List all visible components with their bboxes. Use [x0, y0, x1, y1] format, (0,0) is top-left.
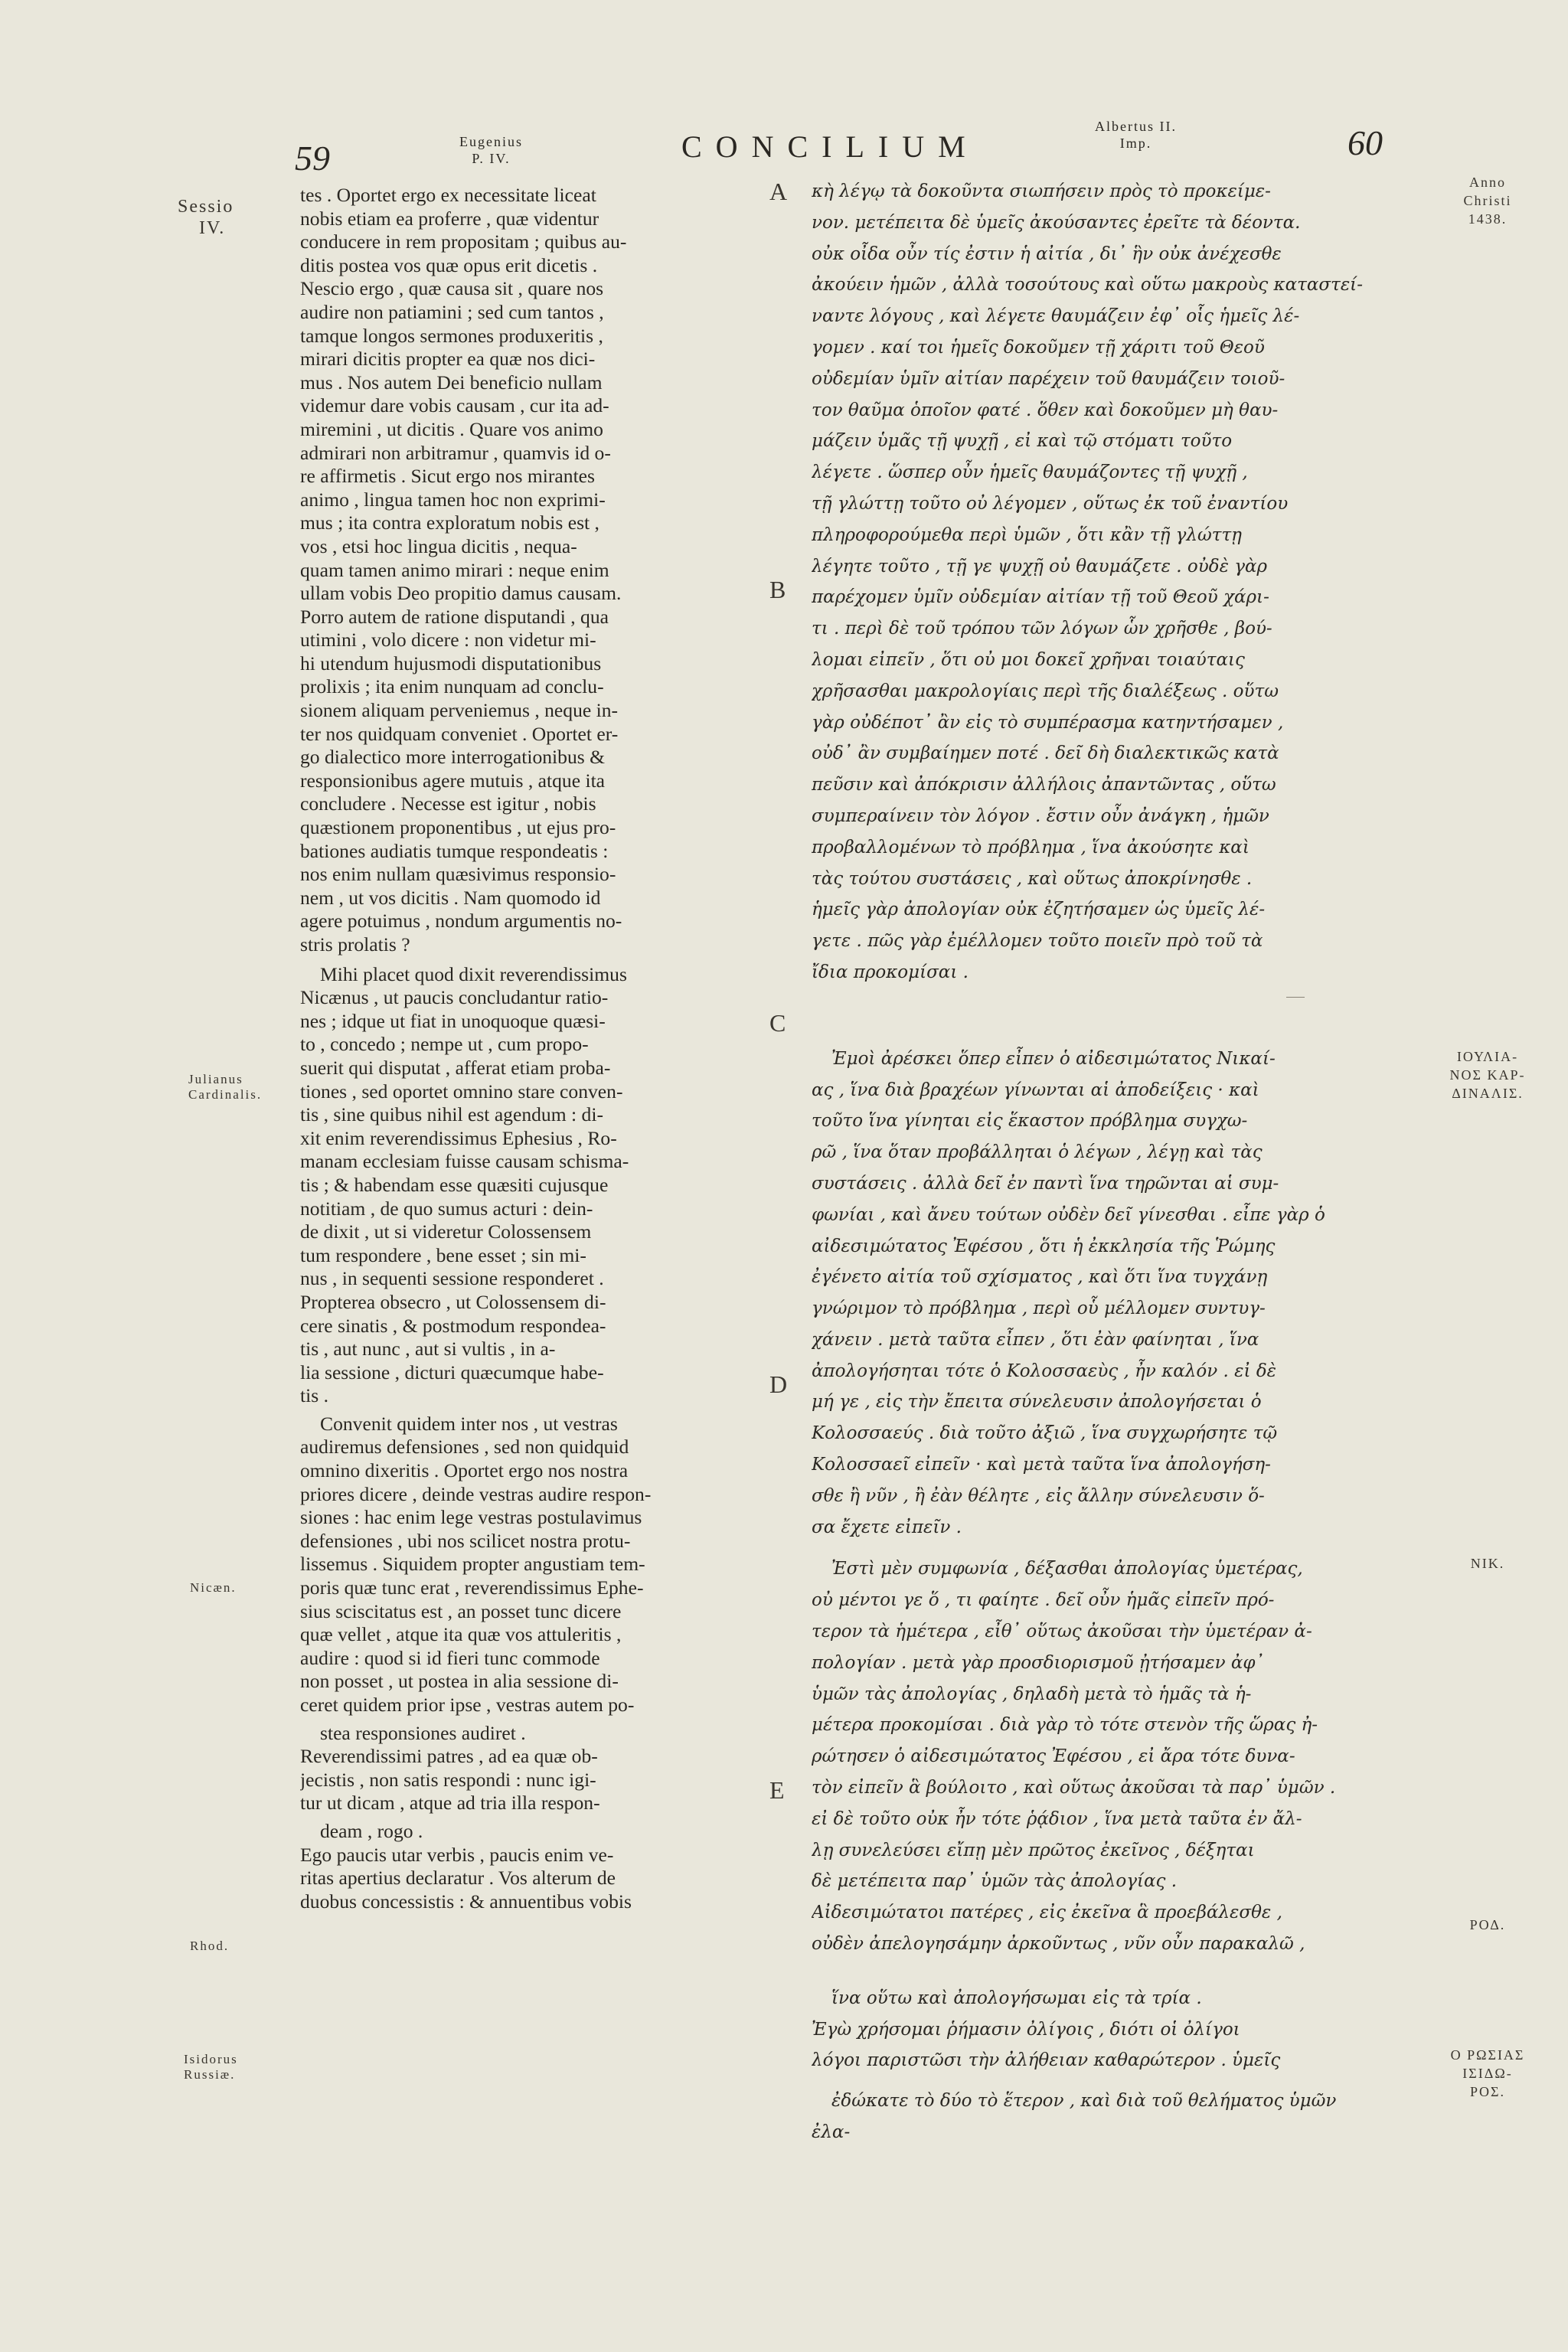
greek-line: τῇ γλώττῃ τοῦτο οὐ λέγομεν , οὕτως ἐκ τοῦ ἐναντίου: [812, 493, 1289, 514]
latin-line: mus ; ita contra exploratum nobis est ,: [300, 511, 599, 534]
greek-line: ἀπολογήσηται τότε ὁ Κολοσσαεὺς , ἦν καλόν . εἰ δὲ: [812, 1361, 1277, 1381]
greek-line: προβαλλομένων τὸ πρόβλημα , ἵνα ἀκούσητε καὶ: [812, 837, 1250, 858]
greek-line: γετε . πῶς γὰρ ἐμέλλομεν τοῦτο ποιεῖν πρὸ τοῦ τὰ: [812, 931, 1263, 952]
greek-line: τερον τὰ ἡμέτερα , εἶθ᾽ οὕτως ἀκοῦσαι τὴν ὑμετέραν ἀ-: [812, 1622, 1312, 1642]
latin-line: vos , etsi hoc lingua dicitis , nequa-: [300, 534, 577, 557]
latin-line: Nicænus , ut paucis concludantur ratio-: [300, 986, 609, 1009]
margin-letter-e: E: [769, 1776, 785, 1804]
greek-line: λέγετε . ὥσπερ οὖν ἡμεῖς θαυμάζοντες τῇ ψυχῇ ,: [812, 462, 1248, 483]
latin-line: duobus concessistis : & annuentibus vobis: [300, 1890, 632, 1913]
greek-line: Ἐγὼ χρήσομαι ῥήμασιν ὀλίγοις , διότι οἱ ὀλίγοι: [812, 2019, 1240, 2040]
greek-line: χάνειν . μετὰ ταῦτα εἶπεν , ὅτι ἐὰν φαίνηται , ἵνα: [812, 1329, 1259, 1350]
speaker-line: ΙΣΙΔΩ-: [1462, 2066, 1513, 2081]
latin-line: cere sinatis , & postmodum respondea-: [300, 1314, 606, 1337]
greek-line: σθε ἢ νῦν , ἢ ἐὰν θέλητε , εἰς ἄλλην σύνελευσιν ὅ-: [812, 1485, 1265, 1506]
greek-line: ας , ἵνα διὰ βραχέων γίνωνται αἱ ἀποδείξεις · καὶ: [812, 1080, 1259, 1100]
greek-line: ἐδώκατε τὸ δύο τὸ ἕτερον , καὶ διὰ τοῦ θελήματος ὑμῶν: [831, 2091, 1337, 2112]
greek-line: ἡμεῖς γὰρ ἀπολογίαν οὐκ ἐζητήσαμεν ὡς ὑμεῖς λέ-: [812, 900, 1266, 920]
latin-line: de dixit , ut si videretur Colossensem: [300, 1220, 592, 1243]
latin-line: responsionibus agere mutuis , atque ita: [300, 769, 606, 792]
latin-line: ullam vobis Deo propitio damus causam.: [300, 582, 622, 605]
greek-line: δὲ μετέπειτα παρ᾽ ὑμῶν τὰς ἀπολογίας .: [812, 1871, 1178, 1892]
latin-line: deam , rogo .: [320, 1819, 423, 1842]
greek-line: γνώριμον τὸ πρόβλημα , περὶ οὗ μέλλομεν συντυγ-: [812, 1298, 1266, 1319]
latin-line: Propterea obsecro , ut Colossensem di-: [300, 1290, 606, 1313]
sessio-number: IV.: [199, 218, 226, 238]
speaker-rhodius: Rhod.: [190, 1939, 230, 1953]
page-title: CONCILIUM: [681, 129, 979, 164]
speaker-line: ΔΙΝΑΛΙΣ.: [1452, 1086, 1524, 1101]
latin-line: agere potuimus , nondum argumentis no-: [300, 910, 622, 933]
year-label: [1438, 173, 1537, 228]
latin-line: conducere in rem propositam ; quibus au-: [300, 230, 627, 253]
latin-line: non posset , ut postea in alia sessione di-: [300, 1670, 619, 1693]
speaker-line: ΡΟΣ.: [1470, 2084, 1505, 2099]
speaker-line: ΝΟΣ ΚΑΡ-: [1449, 1067, 1526, 1083]
speaker-julianus: [188, 1072, 262, 1102]
latin-line: sionem aliquam perveniemus , neque in-: [300, 699, 619, 722]
latin-line: stris prolatis ?: [300, 933, 410, 956]
latin-line: quæ vellet , atque ita quæ vos attuleritis ,: [300, 1623, 622, 1646]
latin-line: audire non patiamini ; sed cum tantos ,: [300, 300, 604, 323]
greek-line: Αἰδεσιμώτατοι πατέρες , εἰς ἐκεῖνα ἃ προεβάλεσθε ,: [812, 1903, 1282, 1923]
greek-line: μάζειν ὑμᾶς τῇ ψυχῇ , εἰ καὶ τῷ στόματι τοῦτο: [812, 431, 1233, 452]
latin-line: tis ; & habendam esse quæsiti cujusque: [300, 1173, 609, 1196]
greek-line: κὴ λέγῳ τὰ δοκοῦντα σιωπήσειν πρὸς τὸ προκείμε-: [812, 181, 1271, 201]
latin-line: omnino dixeritis . Oportet ergo nos nostra: [300, 1459, 629, 1482]
latin-line: ceret quidem prior ipse , vestras autem po-: [300, 1694, 635, 1716]
greek-line: ρώτησεν ὁ αἰδεσιμώτατος Ἐφέσου , εἰ ἄρα τότε δυνα-: [812, 1746, 1295, 1767]
latin-line: tis .: [300, 1384, 328, 1407]
latin-line: audire : quod si id fieri tunc commode: [300, 1646, 600, 1669]
greek-line: ναντε λόγους , καὶ λέγετε θαυμάζειν ἐφ᾽ οἷς ἡμεῖς λέ-: [812, 306, 1300, 327]
latin-line: Reverendissimi patres , ad ea quæ ob-: [300, 1745, 598, 1768]
greek-line: οὐ μέντοι γε ὅ , τι φαίητε . δεῖ οὖν ἡμᾶς εἰπεῖν πρό-: [812, 1590, 1275, 1611]
latin-line: nes ; idque ut fiat in unoquoque quæsi-: [300, 1009, 606, 1032]
greek-line: οὐκ οἶδα οὖν τίς ἐστιν ἡ αἰτία , δι᾽ ἣν οὐκ ἀνέχεσθε: [812, 243, 1282, 264]
running-head-line: Eugenius: [459, 134, 523, 149]
latin-line: mus . Nos autem Dei beneficio nullam: [300, 371, 603, 394]
greek-line: παρέχομεν ὑμῖν οὐδεμίαν αἰτίαν τῇ τοῦ Θεοῦ χάρι-: [812, 587, 1269, 608]
running-head-line: Imp.: [1119, 136, 1152, 151]
greek-line: λομαι εἰπεῖν , ὅτι οὐ μοι δοκεῖ χρῆναι τοιαύταις: [812, 649, 1245, 670]
sessio-label: [178, 196, 234, 239]
greek-line: χρῆσασθαι μακρολογίαις περὶ τῆς διαλέξεως . οὕτω: [812, 681, 1279, 701]
latin-line: notitiam , de quo sumus acturi : dein-: [300, 1197, 593, 1220]
latin-line: hi utendum hujusmodi disputationibus: [300, 652, 602, 675]
year-word: Anno: [1469, 175, 1506, 190]
latin-line: Ego paucis utar verbis , paucis enim ve-: [300, 1843, 614, 1866]
greek-line: συστάσεις . ἀλλὰ δεῖ ἐν παντὶ ἵνα τηρῶνται αἱ συμ-: [812, 1173, 1279, 1194]
latin-line: nobis etiam ea proferre , quæ videntur: [300, 207, 599, 230]
latin-line: re affirmetis . Sicut ergo nos mirantes: [300, 465, 596, 488]
latin-line: ritas apertius declaratur . Vos alterum de: [300, 1867, 616, 1890]
greek-line: συμπεραίνειν τὸν λόγον . ἔστιν οὖν ἀνάγκη , ἡμῶν: [812, 805, 1269, 826]
left-page-number: 59: [295, 139, 330, 178]
greek-line: οὐδ᾽ ἂν συμβαίημεν ποτέ . δεῖ δὴ διαλεκτικῶς κατὰ: [812, 743, 1279, 764]
latin-line: nem , ut vos dicitis . Nam quomodo id: [300, 886, 601, 909]
latin-line: concludere . Necesse est igitur , nobis: [300, 792, 596, 815]
greek-line: ἵνα οὕτω καὶ ἀπολογήσωμαι εἰς τὰ τρία .: [831, 1988, 1202, 2008]
latin-line: miremini , ut dicitis . Quare vos animo: [300, 417, 603, 440]
greek-line: τον θαῦμα ὁποῖον φατέ . ὅθεν καὶ δοκοῦμεν μὴ θαυ-: [812, 400, 1279, 420]
latin-line: animo , lingua tamen hoc non exprimi-: [300, 488, 606, 511]
latin-line: Porro autem de ratione disputandi , qua: [300, 605, 609, 628]
left-running-head: [459, 133, 523, 167]
latin-line: Convenit quidem inter nos , ut vestras: [320, 1412, 618, 1435]
latin-line: tiones , sed oportet omnino stare conven-: [300, 1080, 623, 1102]
greek-line: πολογίαν . μετὰ γὰρ προσδιορισμοῦ ᾐτήσαμεν ἀφ᾽: [812, 1652, 1265, 1673]
right-page-number: 60: [1348, 123, 1383, 162]
latin-line: priores dicere , deinde vestras audire respon-: [300, 1482, 652, 1505]
margin-letter-b: B: [769, 576, 786, 603]
separator-rule: [1286, 997, 1305, 998]
greek-line: μέτερα προκομίσαι . διὰ γὰρ τὸ τότε στενὸν τῆς ὥρας ἠ-: [812, 1715, 1318, 1736]
greek-line: τὸν εἰπεῖν ἃ βούλοιτο , καὶ οὕτως ἀκοῦσαι τὰ παρ᾽ ὑμῶν .: [812, 1778, 1336, 1798]
margin-letter-c: C: [769, 1009, 786, 1037]
latin-line: quæstionem proponentibus , ut ejus pro-: [300, 816, 616, 839]
greek-line: νον. μετέπειτα δὲ ὑμεῖς ἀκούσαντες ἐρεῖτε τὰ δέοντα.: [812, 212, 1301, 233]
year-number: 1438.: [1468, 211, 1508, 227]
running-head-line: P. IV.: [472, 151, 511, 166]
latin-line: tur ut dicam , atque ad tria illa respon-: [300, 1792, 600, 1815]
latin-line: to , concedo ; nempe ut , cum propo-: [300, 1033, 589, 1056]
greek-line: τὰς τούτου συστάσεις , καὶ οὕτως ἀποκρίνησθε .: [812, 868, 1253, 889]
latin-line: suerit qui disputat , afferat etiam proba-: [300, 1056, 611, 1079]
speaker-ioulianos: [1438, 1047, 1537, 1102]
latin-line: go dialectico more interrogationibus &: [300, 746, 606, 769]
greek-line: Κολοσσαεῖ εἰπεῖν · καὶ μετὰ ταῦτα ἵνα ἀπολογήση-: [812, 1455, 1271, 1475]
margin-letter-a: A: [769, 178, 788, 205]
latin-line: bationes audiatis tumque respondeatis :: [300, 839, 609, 862]
greek-line: πεῦσιν καὶ ἀπόκρισιν ἀλλήλοις ἀπαντῶντας , οὕτω: [812, 775, 1276, 795]
greek-line: ἀκούειν ἡμῶν , ἀλλὰ τοσούτους καὶ οὕτω μακροὺς καταστεί-: [812, 275, 1363, 296]
greek-line: πληροφορούμεθα περὶ ὑμῶν , ὅτι κἂν τῇ γλώττῃ: [812, 524, 1242, 545]
greek-line: σα ἔχετε εἰπεῖν .: [812, 1517, 962, 1537]
greek-line: ρῶ , ἵνα ὅταν προβάλληται ὁ λέγων , λέγῃ καὶ τὰς: [812, 1142, 1263, 1163]
greek-line: ὑμῶν τὰς ἀπολογίας , δηλαδὴ μετὰ τὸ ἡμᾶς τὰ ἡ-: [812, 1684, 1252, 1704]
latin-line: jecistis , non satis respondi : nunc igi-: [300, 1768, 596, 1791]
greek-line: λῃ συνελεύσει εἴπῃ μὲν πρῶτος ἐκεῖνος , δέξηται: [812, 1840, 1255, 1860]
latin-line: defensiones , ubi nos scilicet nostra protu-: [300, 1529, 631, 1552]
speaker-line: ΙΟΥΛΙΑ-: [1456, 1049, 1519, 1064]
latin-line: xit enim reverendissimus Ephesius , Ro-: [300, 1126, 617, 1149]
latin-line: poris quæ tunc erat , reverendissimus Ephe-: [300, 1576, 644, 1599]
greek-line: Ἐστὶ μὲν συμφωνία , δέξασθαι ἀπολογίας ὑμετέρας,: [831, 1559, 1303, 1579]
latin-line: nos enim nullam quæsivimus responsio-: [300, 863, 616, 886]
greek-line: Ἐμοὶ ἀρέσκει ὅπερ εἶπεν ὁ αἰδεσιμώτατος Νικαί-: [831, 1048, 1276, 1069]
speaker-title: Russiæ.: [184, 2067, 236, 2082]
latin-line: tis , aut nunc , aut si vultis , in a-: [300, 1338, 556, 1361]
greek-line: λέγητε τοῦτο , τῇ γε ψυχῇ οὐ θαυμάζετε . οὐδὲ γὰρ: [812, 556, 1268, 577]
latin-line: sius sciscitatus est , an posset tunc dicere: [300, 1599, 622, 1622]
year-word: Christi: [1463, 193, 1512, 208]
latin-line: prolixis ; ita enim nunquam ad conclu-: [300, 675, 604, 698]
greek-line: εἰ δὲ τοῦτο οὐκ ἦν τότε ῥᾴδιον , ἵνα μετὰ ταῦτα ἐν ἄλ-: [812, 1808, 1302, 1829]
running-head-line: Albertus II.: [1095, 119, 1177, 134]
speaker-nik: ΝΙΚ.: [1470, 1556, 1505, 1571]
latin-line: admirari non arbitramur , quamvis id o-: [300, 441, 611, 464]
greek-line: φωνίαι , καὶ ἄνευ τούτων οὐδὲν δεῖ γίνεσθαι . εἶπε γὰρ ὁ: [812, 1204, 1325, 1225]
greek-line: Κολοσσαεύς . διὰ τοῦτο ἀξιῶ , ἵνα συγχωρήσητε τῷ: [812, 1423, 1278, 1444]
latin-line: ter nos quidquam conveniet . Oportet er-: [300, 722, 619, 745]
greek-line: μή γε , εἰς τὴν ἔπειτα σύνελευσιν ἀπολογήσεται ὁ: [812, 1392, 1262, 1413]
speaker-name: Julianus: [188, 1072, 243, 1086]
speaker-line: Ο ΡΩΣΙΑΣ: [1450, 2047, 1525, 2063]
greek-line: ἐγένετο αἰτία τοῦ σχίσματος , καὶ ὅτι ἵνα τυγχάνῃ: [812, 1267, 1268, 1288]
greek-line: λόγοι παριστῶσι τὴν ἀλήθειαν καθαρώτερον . ὑμεῖς: [812, 2050, 1281, 2071]
latin-column: [300, 184, 760, 1913]
latin-line: Nescio ergo , quæ causa sit , quare nos: [300, 277, 604, 300]
latin-line: quam tamen animo mirari : neque enim: [300, 558, 609, 581]
speaker-name: Isidorus: [184, 2052, 238, 2066]
speaker-title: Cardinalis.: [188, 1087, 263, 1102]
latin-line: utimini , volo dicere : non videtur mi-: [300, 629, 596, 652]
latin-line: tamque longos sermones produxeritis ,: [300, 324, 603, 347]
latin-line: ditis postea vos quæ opus erit dicetis .: [300, 253, 598, 276]
greek-line: γὰρ οὐδέποτ᾽ ἂν εἰς τὸ συμπέρασμα κατηντήσαμεν ,: [812, 712, 1284, 733]
greek-line: αἰδεσιμώτατος Ἐφέσου , ὅτι ἡ ἐκκλησία τῆς Ῥώμης: [812, 1236, 1276, 1256]
latin-line: audiremus defensiones , sed non quidquid: [300, 1436, 629, 1459]
right-running-head: [1095, 118, 1177, 152]
latin-line: tum respondere , bene esset ; sin mi-: [300, 1243, 586, 1266]
latin-line: lissemus . Siquidem propter angustiam tem-: [300, 1553, 645, 1576]
latin-line: videmur dare vobis causam , cur ita ad-: [300, 394, 609, 417]
latin-line: Mihi placet quod dixit reverendissimus: [320, 962, 627, 985]
speaker-rod: ΡΟΔ.: [1469, 1917, 1506, 1932]
greek-line: ἴδια προκομίσαι .: [812, 962, 969, 982]
latin-line: nus , in sequenti sessione responderet .: [300, 1267, 604, 1290]
latin-line: tis , sine quibus nihil est agendum : di-: [300, 1103, 603, 1126]
speaker-nicaenus: Nicæn.: [190, 1580, 237, 1595]
latin-line: tes . Oportet ergo ex necessitate liceat: [300, 184, 596, 206]
speaker-isidorus: [184, 2052, 238, 2082]
greek-line: τοῦτο ἵνα γίνηται εἰς ἕκαστον πρόβλημα συγχω-: [812, 1111, 1248, 1132]
sessio-word: Sessio: [178, 197, 234, 217]
greek-line: ἐλα-: [812, 2122, 851, 2143]
greek-line: οὐδεμίαν ὑμῖν αἰτίαν παρέχειν τοῦ θαυμάζειν τοιοῦ-: [812, 368, 1285, 389]
latin-line: stea responsiones audiret .: [320, 1721, 526, 1744]
greek-line: τι . περὶ δὲ τοῦ τρόπου τῶν λόγων ὧν χρῆσθε , βού-: [812, 619, 1272, 639]
greek-column: [812, 176, 1378, 2148]
latin-line: mirari dicitis propter ea quæ nos dici-: [300, 348, 596, 371]
margin-letter-d: D: [769, 1370, 788, 1398]
latin-line: siones : hac enim lege vestras postulavimus: [300, 1506, 642, 1529]
greek-line: γομεν . καί τοι ἡμεῖς δοκοῦμεν τῇ χάριτι τοῦ Θεοῦ: [812, 337, 1265, 358]
greek-line: οὐδὲν ἀπελογησάμην ἀρκοῦντως , νῦν οὖν παρακαλῶ ,: [812, 1934, 1305, 1955]
latin-line: manam ecclesiam fuisse causam schisma-: [300, 1150, 629, 1173]
latin-line: lia sessione , dicturi quæcumque habe-: [300, 1361, 604, 1383]
speaker-isidoros: [1438, 2046, 1537, 2101]
